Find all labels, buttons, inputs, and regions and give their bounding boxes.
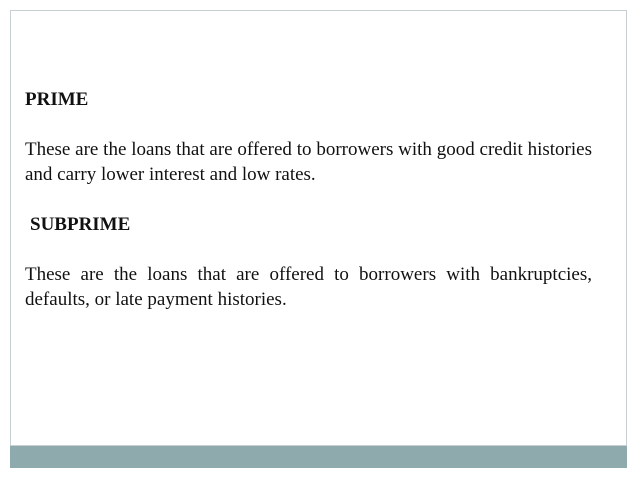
spacer (25, 237, 592, 262)
prime-heading: PRIME (25, 89, 89, 110)
subprime-description: These are the loans that are offered to borrowers with bankruptcies, defaults, or late payment histories. (25, 264, 592, 310)
slide-content (25, 87, 592, 312)
footer-bar (10, 446, 627, 468)
spacer (25, 112, 592, 137)
spacer (25, 187, 592, 212)
prime-description: These are the loans that are offered to borrowers with good credit histories and carry lower interest and low rates. (25, 139, 592, 185)
subprime-heading: SUBPRIME (30, 214, 131, 235)
